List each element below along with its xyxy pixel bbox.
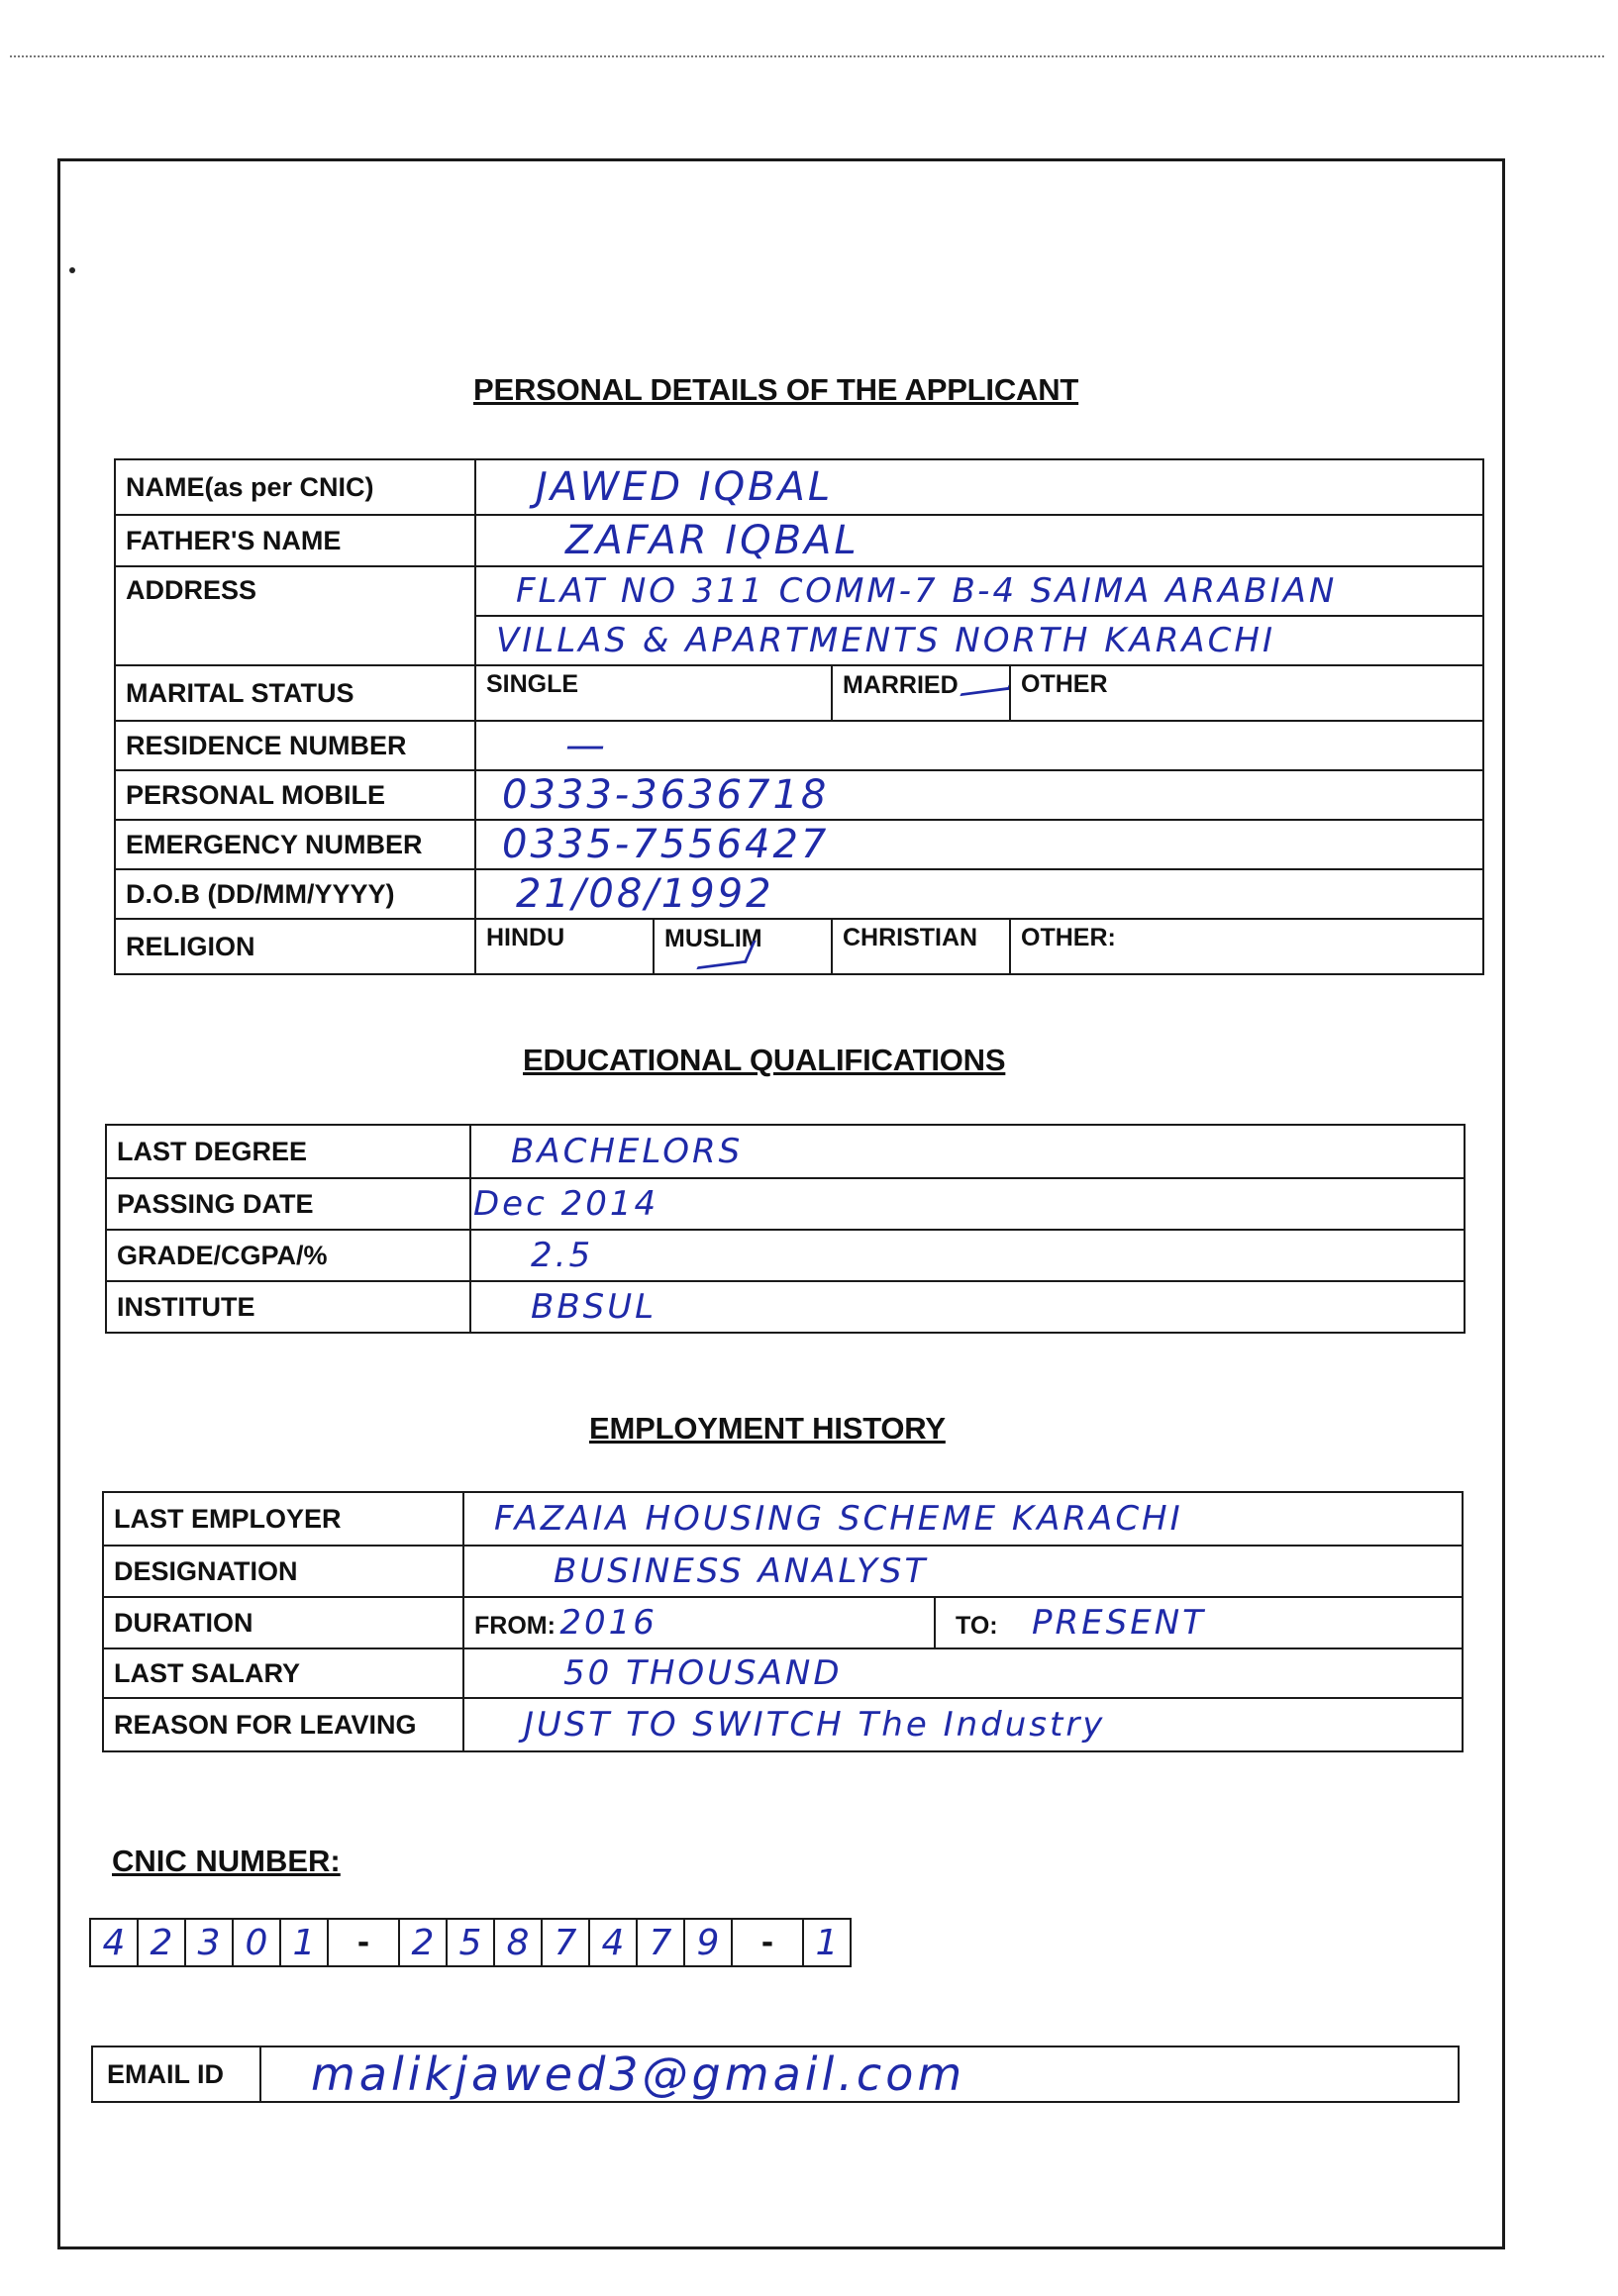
residence-number-value[interactable]: —: [475, 721, 1483, 770]
cnic-digit-box[interactable]: 5: [446, 1918, 495, 1967]
designation-value[interactable]: BUSINESS ANALYST: [463, 1546, 1463, 1597]
reason-for-leaving-value[interactable]: JUST TO SWITCH The Industry: [463, 1698, 1463, 1751]
married-check-mark: [960, 667, 1010, 696]
father-name-label: FATHER'S NAME: [115, 515, 475, 566]
personal-details-heading: PERSONAL DETAILS OF THE APPLICANT: [473, 372, 1079, 407]
cnic-digit-box[interactable]: 0: [232, 1918, 281, 1967]
name-label: NAME(as per CNIC): [115, 459, 475, 515]
email-label: EMAIL ID: [93, 2047, 261, 2101]
address-line-1[interactable]: FLAT NO 311 COMM-7 B-4 SAIMA ARABIAN: [475, 566, 1483, 616]
religion-option-other[interactable]: OTHER:: [1010, 919, 1483, 974]
duration-from-cell[interactable]: [463, 1597, 935, 1648]
religion-option-hindu[interactable]: HINDU: [475, 919, 654, 974]
last-degree-value[interactable]: BACHELORS: [470, 1125, 1465, 1178]
emergency-number-label: EMERGENCY NUMBER: [115, 820, 475, 869]
muslim-label: MUSLIM: [664, 925, 762, 952]
religion-option-christian[interactable]: CHRISTIAN: [832, 919, 1010, 974]
email-row: [91, 2046, 1460, 2103]
cnic-separator: -: [327, 1918, 400, 1967]
last-salary-value[interactable]: 50 THOUSAND: [463, 1648, 1463, 1698]
employment-heading: EMPLOYMENT HISTORY: [589, 1411, 946, 1446]
from-label: FROM:: [474, 1612, 556, 1640]
grade-label: GRADE/CGPA/%: [106, 1230, 470, 1281]
religion-label: RELIGION: [115, 919, 475, 974]
grade-value[interactable]: 2.5: [470, 1230, 1465, 1281]
cnic-digit-box[interactable]: 1: [279, 1918, 329, 1967]
cnic-digit-box[interactable]: 4: [588, 1918, 638, 1967]
cnic-digit-box[interactable]: 2: [398, 1918, 448, 1967]
cnic-digit-box[interactable]: 1: [802, 1918, 852, 1967]
last-degree-label: LAST DEGREE: [106, 1125, 470, 1178]
passing-date-value[interactable]: Dec 2014: [470, 1178, 1465, 1230]
institute-label: INSTITUTE: [106, 1281, 470, 1333]
religion-option-muslim[interactable]: [654, 919, 832, 974]
institute-value[interactable]: BBSUL: [470, 1281, 1465, 1333]
cnic-separator: -: [731, 1918, 804, 1967]
duration-to-cell[interactable]: [935, 1597, 1463, 1648]
cnic-digit-box[interactable]: 8: [493, 1918, 543, 1967]
married-label: MARRIED: [843, 671, 959, 699]
last-employer-value[interactable]: FAZAIA HOUSING SCHEME KARACHI: [463, 1492, 1463, 1546]
emergency-number-value[interactable]: 0335-7556427: [475, 820, 1483, 869]
passing-date-label: PASSING DATE: [106, 1178, 470, 1230]
residence-number-label: RESIDENCE NUMBER: [115, 721, 475, 770]
address-label: ADDRESS: [115, 566, 475, 616]
to-label: TO:: [956, 1612, 998, 1640]
employment-table: [102, 1491, 1464, 1752]
marital-option-single[interactable]: SINGLE: [475, 665, 832, 721]
marital-status-label: MARITAL STATUS: [115, 665, 475, 721]
designation-label: DESIGNATION: [103, 1546, 463, 1597]
father-name-value[interactable]: ZAFAR IQBAL: [475, 515, 1483, 566]
cnic-digit-box[interactable]: 3: [184, 1918, 234, 1967]
scan-edge-line: [10, 55, 1604, 57]
last-salary-label: LAST SALARY: [103, 1648, 463, 1698]
dob-value[interactable]: 21/08/1992: [475, 869, 1483, 919]
marital-option-married[interactable]: [832, 665, 1010, 721]
personal-details-table: [114, 458, 1484, 975]
education-heading: EDUCATIONAL QUALIFICATIONS: [523, 1043, 1006, 1077]
duration-label: DURATION: [103, 1597, 463, 1648]
cnic-digit-box[interactable]: 7: [541, 1918, 590, 1967]
to-value: PRESENT: [1032, 1603, 1206, 1643]
cnic-digit-box[interactable]: 9: [683, 1918, 733, 1967]
cnic-number-label: CNIC NUMBER:: [112, 1844, 341, 1878]
address-label-spacer: [115, 616, 475, 665]
from-value: 2016: [559, 1603, 657, 1643]
cnic-digit-box[interactable]: 7: [636, 1918, 685, 1967]
name-value[interactable]: JAWED IQBAL: [475, 459, 1483, 515]
personal-mobile-value[interactable]: 0333-3636718: [475, 770, 1483, 820]
cnic-digit-box[interactable]: 4: [89, 1918, 139, 1967]
education-table: [105, 1124, 1466, 1334]
cnic-digit-boxes: [91, 1918, 852, 1967]
last-employer-label: LAST EMPLOYER: [103, 1492, 463, 1546]
cnic-digit-box[interactable]: 2: [137, 1918, 186, 1967]
personal-mobile-label: PERSONAL MOBILE: [115, 770, 475, 820]
dob-label: D.O.B (DD/MM/YYYY): [115, 869, 475, 919]
email-value[interactable]: malikjawed3@gmail.com: [311, 2047, 966, 2101]
address-line-2[interactable]: VILLAS & APARTMENTS NORTH KARACHI: [475, 616, 1483, 665]
marital-option-other[interactable]: OTHER: [1010, 665, 1483, 721]
reason-for-leaving-label: REASON FOR LEAVING: [103, 1698, 463, 1751]
